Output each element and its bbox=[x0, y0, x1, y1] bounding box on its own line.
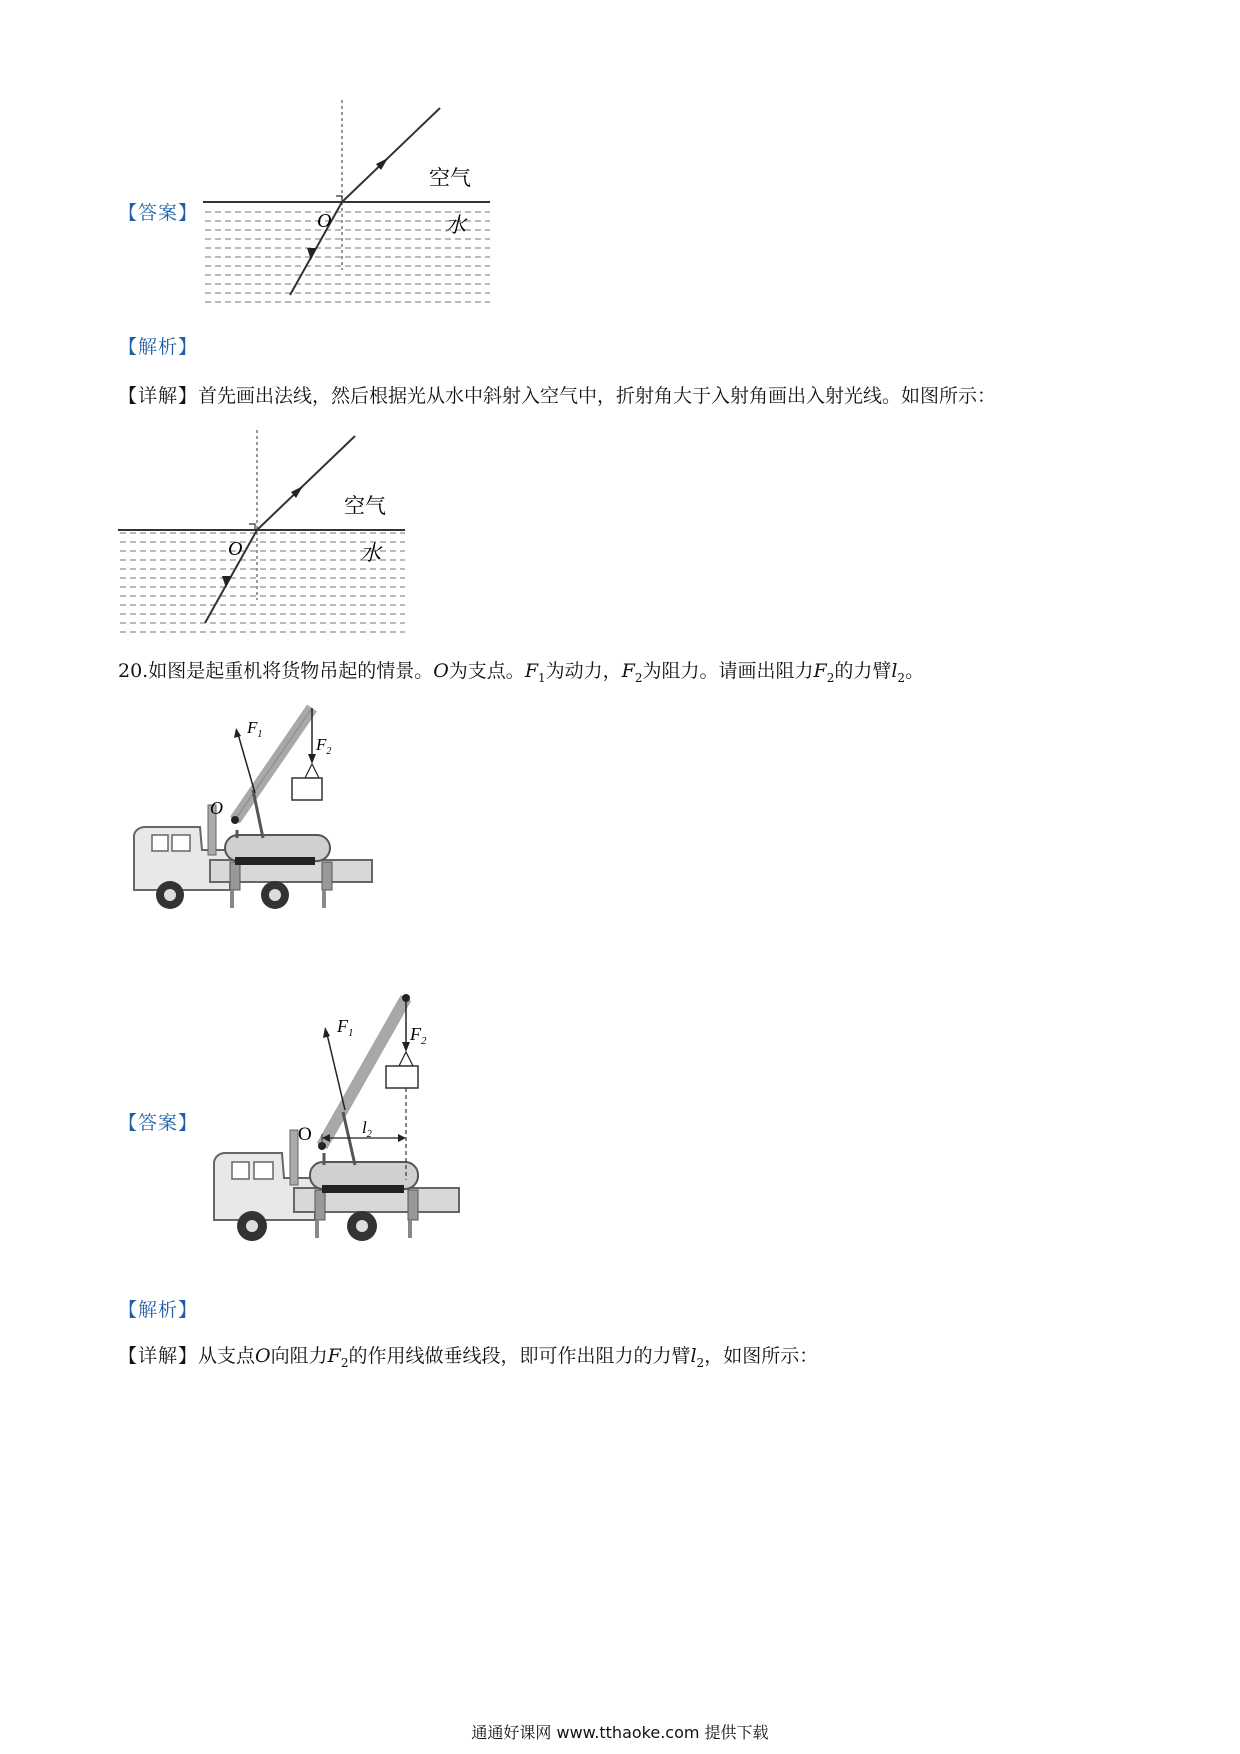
point-o-label: O bbox=[298, 1124, 312, 1145]
detail-line-2: 【详解】从支点O向阻力$F_2$的作用线做垂线段，即可作出阻力的力臂$l_2$，如图所示： bbox=[118, 1345, 819, 1370]
tank bbox=[310, 1162, 418, 1189]
f1-label: $F_1$ bbox=[247, 718, 263, 740]
detail-label-1: 【详解】 bbox=[118, 385, 199, 407]
analysis-label-2: 【解析】 bbox=[118, 1299, 199, 1321]
f1-arrow bbox=[327, 1034, 345, 1110]
point-o-label: O bbox=[228, 538, 243, 560]
detail-label-2: 【详解】 bbox=[118, 1345, 199, 1367]
l2-label: $l_2$ bbox=[362, 1118, 372, 1140]
point-o-label: O bbox=[210, 798, 223, 818]
f2-label: $F_2$ bbox=[410, 1024, 427, 1047]
crane-question-figure bbox=[130, 700, 390, 945]
refracted-ray bbox=[342, 108, 440, 202]
detail-line-1 bbox=[118, 383, 996, 409]
water-label: 水 bbox=[445, 213, 466, 237]
refraction-detail-figure bbox=[110, 430, 410, 645]
f1-arrow bbox=[238, 734, 255, 793]
air-label: 空气 bbox=[429, 166, 471, 190]
water-label: 水 bbox=[360, 541, 381, 565]
refracted-ray bbox=[257, 436, 355, 530]
cargo-box bbox=[386, 1066, 418, 1088]
f1-label: $F_1$ bbox=[337, 1016, 354, 1039]
analysis-label-1: 【解析】 bbox=[118, 336, 199, 358]
point-o-label: O bbox=[317, 210, 332, 232]
air-label: 空气 bbox=[344, 494, 386, 518]
cargo-box bbox=[292, 778, 322, 800]
answer-label-1: 【答案】 bbox=[118, 202, 199, 224]
question-20: 20.如图是起重机将货物吊起的情景。O为支点。$F_1$为动力，$F_2$为阻力。请画出阻力$F_2$的力臂$l_2$。 bbox=[118, 660, 925, 685]
page-footer: 通通好课网 www.tthaoke.com 提供下载 bbox=[471, 1723, 769, 1742]
answer-label-2: 【答案】 bbox=[118, 1112, 199, 1134]
crane-answer-figure bbox=[210, 990, 480, 1255]
f2-label: $F_2$ bbox=[316, 735, 332, 757]
refraction-answer-figure bbox=[195, 100, 495, 315]
detail-text-1: 首先画出法线，然后根据光从水中斜射入空气中，折射角大于入射角画出入射光线。如图所示： bbox=[198, 385, 997, 407]
